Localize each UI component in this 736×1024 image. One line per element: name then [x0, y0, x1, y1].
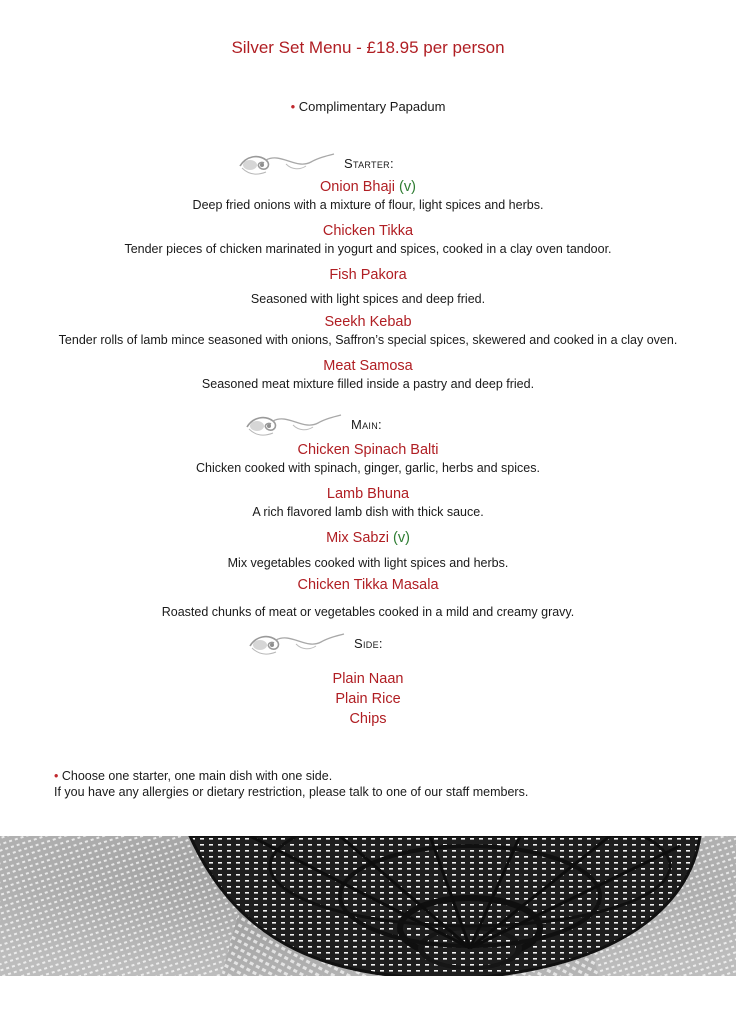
dish-name-chicken-spinach-balti: Chicken Spinach Balti	[297, 442, 439, 458]
flourish-ornament-icon	[243, 409, 343, 439]
intro-text: Complimentary Papadum	[298, 99, 446, 114]
dish-name-chicken-tikka-masala: Chicken Tikka Masala	[297, 577, 439, 593]
note-line-1	[54, 768, 528, 784]
note-text: Choose one starter, one main dish with one side.	[61, 769, 333, 783]
flourish-ornament-icon	[246, 628, 346, 658]
dish-name-mix-sabzi	[0, 530, 736, 546]
section-label-starter: Starter:	[344, 156, 394, 171]
section-label-main: Main:	[351, 417, 382, 432]
bullet-icon: •	[290, 99, 296, 114]
lantern-photo	[0, 836, 736, 980]
vegetarian-tag: (v)	[392, 530, 410, 546]
dish-description: Roasted chunks of meat or vegetables cooked in a mild and creamy gravy.	[161, 605, 575, 619]
vegetarian-tag: (v)	[399, 179, 416, 195]
dish-description: Tender rolls of lamb mince seasoned with onions, Saffron’s special spices, skewered and cooked in a clay oven.	[58, 333, 678, 347]
dish-title: Onion Bhaji	[320, 179, 395, 195]
dish-description: Chicken cooked with spinach, ginger, garlic, herbs and spices.	[196, 461, 540, 475]
flourish-ornament-icon	[236, 148, 336, 178]
bullet-icon: •	[54, 769, 59, 783]
note-line-2: If you have any allergies or dietary restriction, please talk to one of our staff members.	[54, 785, 529, 799]
side-list	[0, 669, 736, 729]
intro-line	[0, 99, 736, 114]
section-heading-side	[246, 628, 446, 658]
section-heading-starter	[236, 148, 496, 178]
dish-title: Mix Sabzi	[326, 530, 389, 546]
section-label-side: Side:	[354, 636, 383, 651]
side-item-chips: Chips	[349, 711, 387, 727]
dish-name-seekh-kebab: Seekh Kebab	[324, 314, 412, 330]
dish-name-lamb-bhuna: Lamb Bhuna	[326, 486, 410, 502]
dish-description: Seasoned meat mixture filled inside a pastry and deep fried.	[201, 377, 535, 391]
dish-description: Deep fried onions with a mixture of flour, light spices and herbs.	[192, 198, 544, 212]
dish-name-chicken-tikka: Chicken Tikka	[322, 223, 414, 239]
dish-description: A rich flavored lamb dish with thick sauce.	[252, 505, 484, 519]
dish-name-meat-samosa: Meat Samosa	[323, 358, 413, 374]
dish-description: Mix vegetables cooked with light spices and herbs.	[227, 556, 509, 570]
side-item-plain-naan: Plain Naan	[332, 671, 404, 687]
dish-name-fish-pakora: Fish Pakora	[329, 267, 407, 283]
footer-notes	[54, 768, 528, 800]
side-item-plain-rice: Plain Rice	[335, 691, 401, 707]
section-heading-main	[243, 409, 443, 439]
menu-title: Silver Set Menu - £18.95 per person	[231, 38, 505, 57]
dish-name-onion-bhaji	[0, 179, 736, 195]
dish-description: Seasoned with light spices and deep fried.	[250, 292, 486, 306]
dish-description: Tender pieces of chicken marinated in yogurt and spices, cooked in a clay oven tandoor.	[124, 242, 612, 256]
